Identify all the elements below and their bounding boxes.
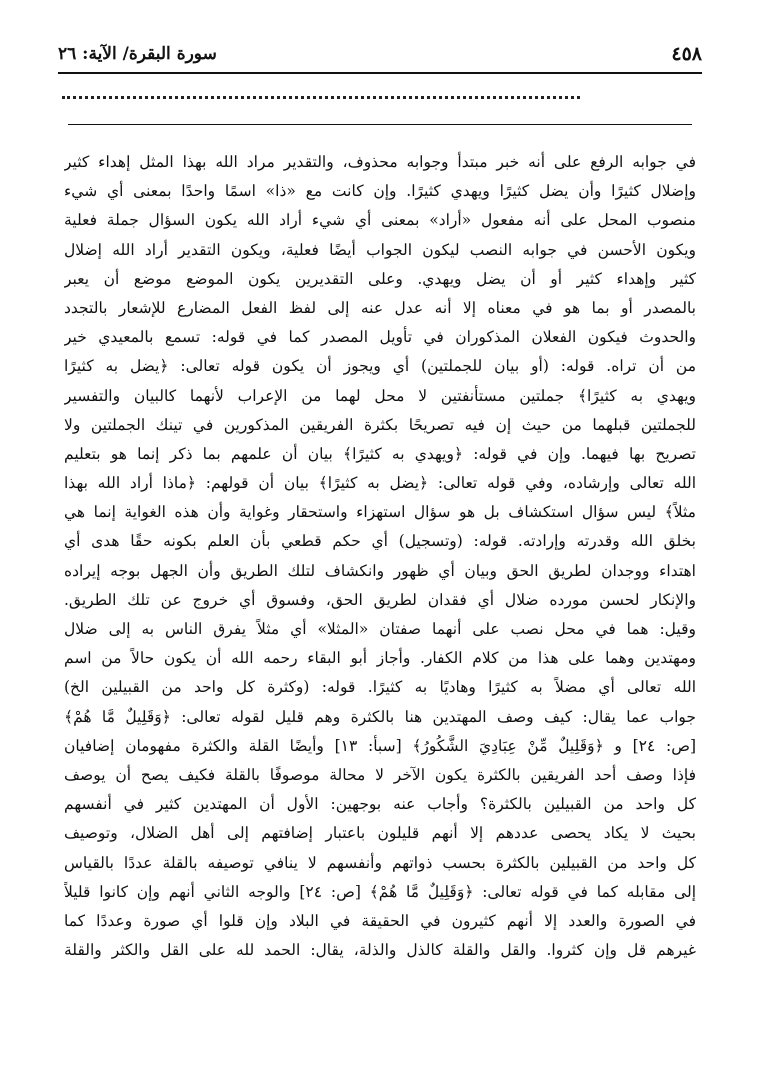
text-line: تصريح بها فيهما. وإن في قوله: ﴿ويهدي به كثيرًا﴾ بيان أن علمهم بما ذكر إنما هو بتعليم <box>64 444 696 463</box>
commentary-text <box>64 148 696 965</box>
page-header <box>58 40 702 68</box>
text-line: للجملتين قبلهما من حيث إن فيه تصريحًا بكثرة الفريقين المذكورين في تينك الجملتين ولا <box>64 415 696 434</box>
page-number: ٤٥٨ <box>671 43 702 65</box>
text-line: ومهتدين وهما على هذا من كلام الكفار. وأجاز أبو البقاء رحمه الله أن يكون حالاً من اسم <box>64 649 696 668</box>
text-line: اهتداء ووجدان لطريق الحق وبيان أي ظهور وانكشاف لتلك الطريق وأن الجهل بوجه إيراده <box>64 561 696 580</box>
text-line: والحدوث فيكون الفعلان المذكوران في تأويل المصدر كما في قوله: تسمع بالمعيدي خير <box>64 328 696 347</box>
text-line: فإذا وصف أحد الفريقين بالكثرة يكون الآخر لا محالة موصوفًا بالقلة فكيف يصح أن يوصف <box>64 765 696 784</box>
text-line: كل واحد من القبيلين بالكثرة بحسب ذواتهم وأنفسهم لا ينافي توصيفه بالقلة عددًا بالقياس <box>64 853 696 872</box>
text-line: بالمصدر أو بما هو في معناه إلا أنه عدل عنه إلى لفظ الفعل المضارع للإشعار بالتجدد <box>64 298 696 317</box>
text-line: [ص: ٢٤] و ﴿وَقَلِيلٌ مِّنْ عِبَادِيَ الشَّكُورُ﴾ [سبأ: ١٣] وأيضًا القلة والكثرة مفهومان إضافيان <box>64 736 696 755</box>
text-line: وقيل: هما في محل نصب على أنهما صفتان «المثلا» أي مثلاً يفرق الناس به إلى ضلال <box>64 620 696 638</box>
text-line: في الصورة والعدد إلا أنهم كثيرون في الحقيقة في البلاد وإن قلوا أي صورة وعددًا كما <box>64 911 696 930</box>
text-line: ويكون الأحسن في جوابه النصب ليكون الجواب أيضًا فعلية، ويكون التقدير أراد الله إضلال <box>64 240 696 259</box>
text-line: من أن تراه. قوله: (أو بيان للجملتين) أي ويجوز أن يكون قوله تعالى: ﴿يضل به كثيرًا <box>64 357 696 376</box>
text-line: في جوابه الرفع على أنه خبر مبتدأ وجوابه محذوف، والتقدير مراد الله بهذا المثل إهداء كثير <box>64 153 696 171</box>
text-line: ويهدي به كثيرًا﴾ جملتين مستأنفتين لا محل لهما من الإعراب لأنهما كالبيان والتفسير <box>64 386 696 405</box>
text-line: جواب عما يقال: كيف وصف المهتدين هنا بالكثرة وهم قليل لقوله تعالى: ﴿وَقَلِيلٌ مَّا هُمْ﴾ <box>64 707 696 726</box>
text-line: الله تعالى أي مضلاً به كثيرًا وهاديًا به كثيرًا. قوله: (وكثرة كل واحد من القبيلين الخ) <box>64 678 696 697</box>
text-line: وإضلال كثيرًا وأن يضل كثيرًا ويهدي كثيرًا. وإن كانت مع «ذا» اسمًا واحدًا بمعنى أي شيء <box>64 182 696 201</box>
text-line: كل واحد من القبيلين بالكثرة؟ وأجاب عنه بوجهين: الأول أن المهتدين كثير في أنفسهم <box>64 795 696 814</box>
text-line: مثلاً﴾ ليس سؤال استكشاف بل هو سؤال استهزاء واستحقار وغواية وأن هذه الغواية إنما هي <box>64 503 696 522</box>
text-line: بخلق الله وقدرته وإرادته. قوله: (وتسجيل) أي حكم قطعي بأن العلم بكونه حقًا هدى أي <box>64 532 696 551</box>
header-rule <box>58 72 702 74</box>
surah-verse-title: سورة البقرة/ الآية: ٢٦ <box>58 44 217 64</box>
dotted-separator <box>62 96 580 99</box>
text-line: بحيث لا يكاد يحصى عددهم إلا أنهم قليلون باعتبار إضافتهم إلى أهل الضلال، وتوصيف <box>64 824 696 843</box>
text-line: غيرهم قل وإن كثروا. والقل والقلة كالذل والذلة، يقال: الحمد لله على القل والكثر والقلة <box>64 941 696 960</box>
section-rule <box>68 124 692 125</box>
text-line: إلى مقابله كما في قوله تعالى: ﴿وَقَلِيلٌ مَّا هُمْ﴾ [ص: ٢٤] والوجه الثاني أنهم وإن كانوا قليلاً <box>64 882 696 901</box>
text-line: الله تعالى وإرشاده، وفي قوله تعالى: ﴿يضل به كثيرًا﴾ بيان أن قولهم: ﴿ماذا أراد الله بهذا <box>64 474 696 493</box>
text-line: والإنكار لحسن مورده ضلال أي فقدان لطريق الحق، وفسوق أي خروج عن تلك الطريق. <box>64 590 696 609</box>
text-line: منصوب المحل على أنه مفعول «أراد» بمعنى أي شيء أراد الله يكون السؤال جملة فعلية <box>64 211 696 230</box>
text-line: كثير وإهداء كثير أو أن يضل ويهدي. وعلى التقديرين يكون الموضع موضع أن يعبر <box>64 269 696 288</box>
